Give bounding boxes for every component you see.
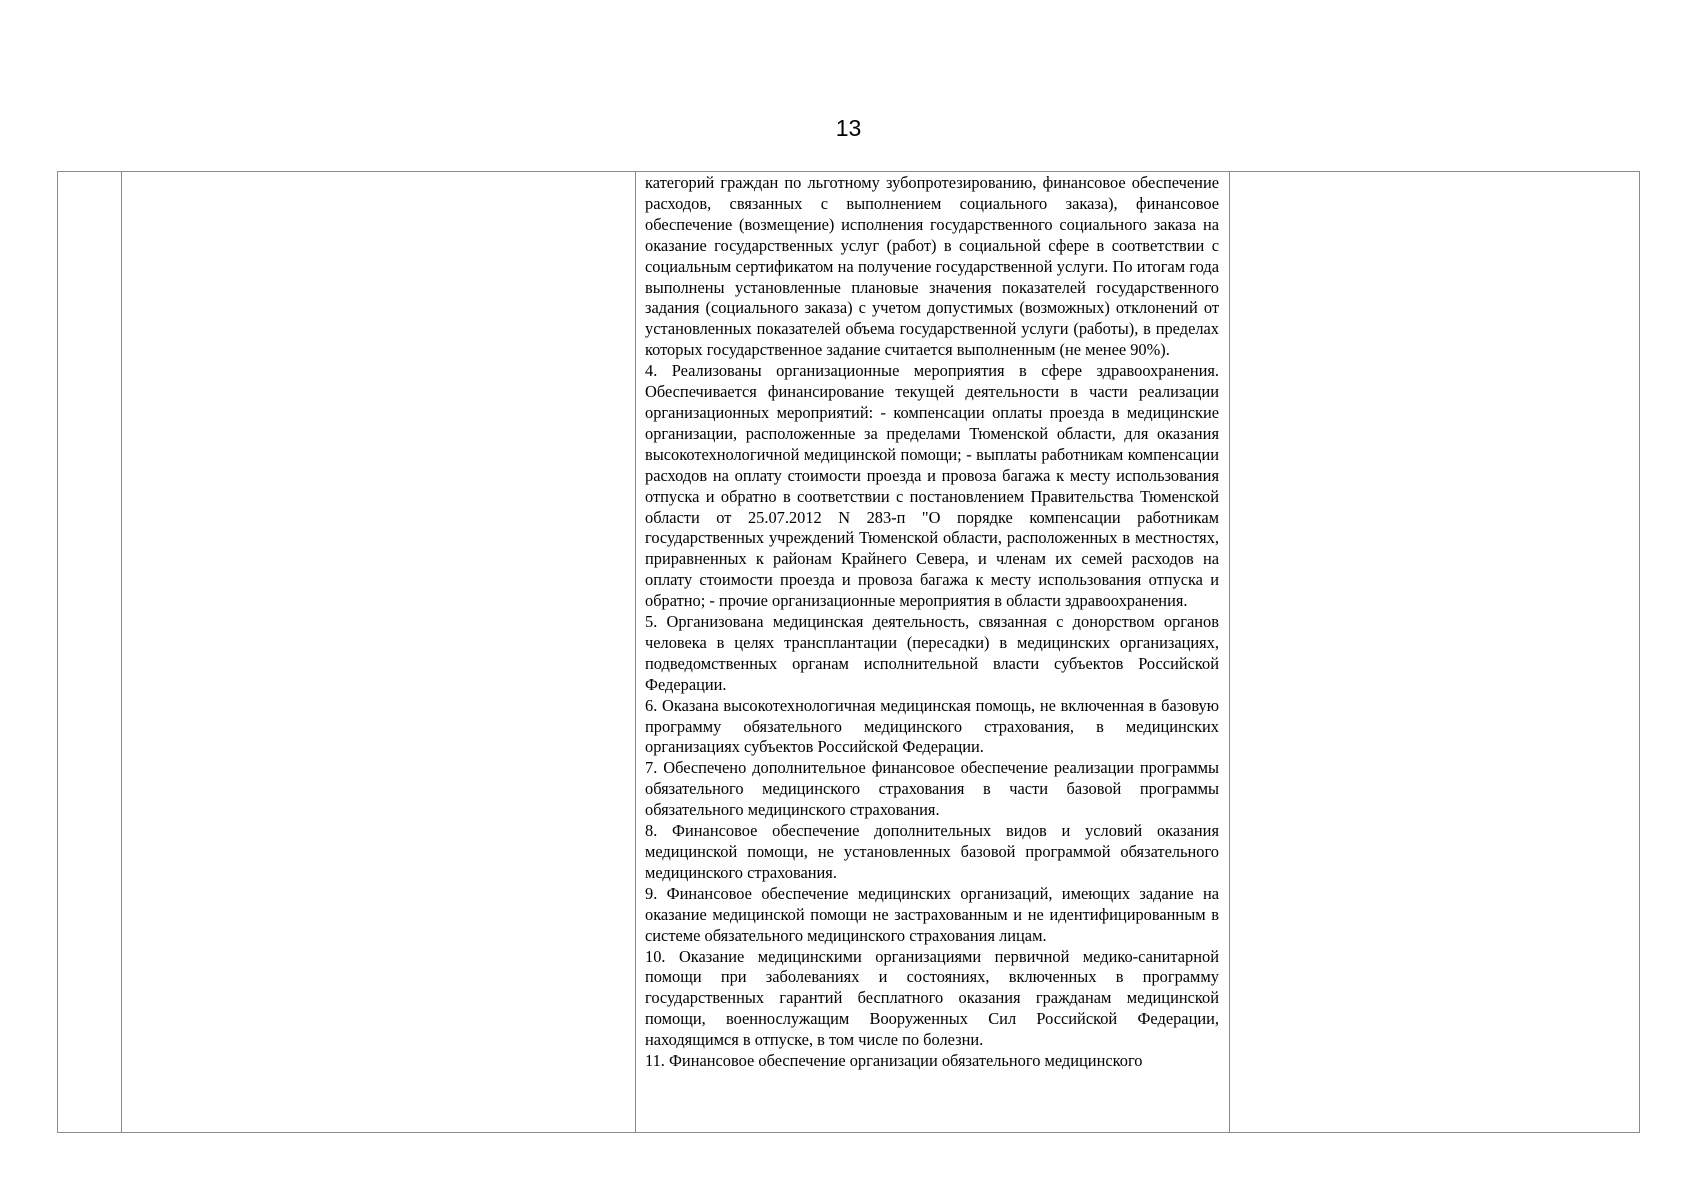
paragraph-item-5: 5. Организована медицинская деятельность, связанная с донорством органов человека в целях трансплантации (пересадки) в медицинских организациях, подведомственных органам исполнительной власти субъектов Российской Федерации. (645, 612, 1219, 694)
paragraph-item-6: 6. Оказана высокотехнологичная медицинская помощь, не включенная в базовую программу обязательного медицинского страхования, в медицинских организациях субъектов Российской Федерации. (645, 695, 1219, 757)
document-table (57, 171, 1640, 1133)
page-number: 13 (835, 115, 862, 141)
paragraph-item-7: 7. Обеспечено дополнительное финансовое обеспечение реализации программы обязательного медицинского страхования в части базовой программы обязательного медицинского страхования. (645, 758, 1219, 820)
table-column-divider (1229, 172, 1230, 1132)
paragraph-continuation: категорий граждан по льготному зубопротезированию, финансовое обеспечение расходов, связанных с выполнением социального заказа), финансовое обеспечение (возмещение) исполнения государственного социального заказа на оказание государственных услуг (работ) в социальной сфере в соответствии с социальным сертификатом на получение государственной услуги. По итогам года выполнены установленные плановые значения показателей государственного задания (социального заказа) с учетом допустимых (возможных) отклонений от установленных показателей объема государственной услуги (работы), в пределах которых государственное задание считается выполненным (не менее 90%). (645, 173, 1219, 360)
paragraph-item-4: 4. Реализованы организационные мероприятия в сфере здравоохранения. Обеспечивается финансирование текущей деятельности в части реализации организационных мероприятий: - компенсации оплаты проезда в медицинские организации, расположенные за пределами Тюменской области, для оказания высокотехнологичной медицинской помощи; - выплаты работникам компенсации расходов на оплату стоимости проезда и провоза багажа к месту использования отпуска и обратно в соответствии с постановлением Правительства Тюменской области от 25.07.2012 N 283-п "О порядке компенсации работникам государственных учреждений Тюменской области, расположенных в местностях, приравненных к районам Крайнего Севера, и членам их семей расходов на оплату стоимости проезда и провоза багажа к месту использования отпуска и обратно; - прочие организационные мероприятия в области здравоохранения. (645, 361, 1219, 611)
table-column-divider (635, 172, 636, 1132)
paragraph-item-9: 9. Финансовое обеспечение медицинских организаций, имеющих задание на оказание медицинской помощи не застрахованным и не идентифицированным в системе обязательного медицинского страхования лицам. (645, 883, 1219, 945)
table-column-divider (121, 172, 122, 1132)
paragraph-item-8: 8. Финансовое обеспечение дополнительных видов и условий оказания медицинской помощи, не установленных базовой программой обязательного медицинского страхования. (645, 821, 1219, 882)
paragraph-item-11: 11. Финансовое обеспечение организации обязательного медицинского (645, 1051, 1143, 1071)
paragraph-item-10: 10. Оказание медицинскими организациями первичной медико-санитарной помощи при заболеваниях и состояниях, включенных в программу государственных гарантий бесплатного оказания гражданам медицинской помощи, военнослужащим Вооруженных Сил Российской Федерации, находящимся в отпуске, в том числе по болезни. (645, 946, 1219, 1050)
table-cell-description (645, 173, 1219, 1072)
